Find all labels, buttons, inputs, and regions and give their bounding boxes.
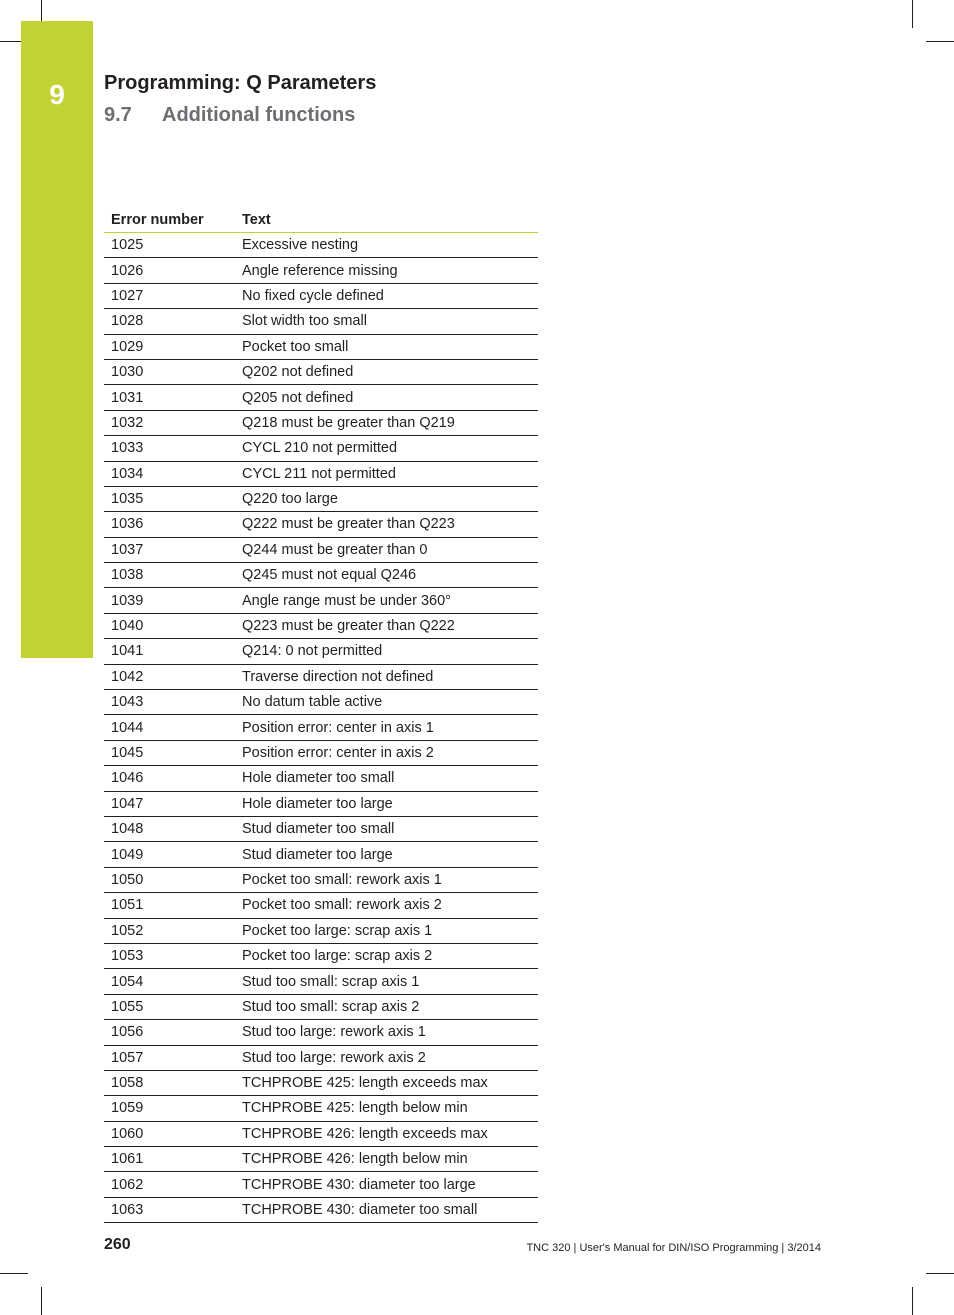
table-row <box>104 588 538 613</box>
error-number-cell: 1036 <box>104 512 235 537</box>
error-number-cell: 1033 <box>104 436 235 461</box>
error-text-cell: Stud too small: scrap axis 2 <box>235 994 538 1019</box>
error-text-cell: Position error: center in axis 1 <box>235 715 538 740</box>
table-header-row <box>104 207 538 233</box>
error-number-cell: 1038 <box>104 563 235 588</box>
error-text-cell: Stud too large: rework axis 2 <box>235 1045 538 1070</box>
chapter-tab <box>21 21 93 658</box>
error-number-cell: 1030 <box>104 359 235 384</box>
section-name: Additional functions <box>162 104 356 126</box>
table-row <box>104 385 538 410</box>
table-row <box>104 791 538 816</box>
error-number-cell: 1028 <box>104 309 235 334</box>
crop-mark <box>41 0 42 21</box>
error-number-cell: 1039 <box>104 588 235 613</box>
error-text-cell: Q220 too large <box>235 486 538 511</box>
footer-text: TNC 320 | User's Manual for DIN/ISO Programming | 3/2014 <box>526 1242 821 1254</box>
error-text-cell: Excessive nesting <box>235 233 538 258</box>
table-row <box>104 1020 538 1045</box>
error-number-cell: 1054 <box>104 969 235 994</box>
error-text-cell: Pocket too small: rework axis 2 <box>235 893 538 918</box>
table-row <box>104 309 538 334</box>
table-row <box>104 1197 538 1222</box>
column-header-error-number: Error number <box>104 207 235 233</box>
crop-mark <box>0 1273 28 1274</box>
table-row <box>104 893 538 918</box>
error-text-cell: Q218 must be greater than Q219 <box>235 410 538 435</box>
error-number-cell: 1059 <box>104 1096 235 1121</box>
error-text-cell: TCHPROBE 426: length below min <box>235 1147 538 1172</box>
error-text-cell: Hole diameter too large <box>235 791 538 816</box>
table-row <box>104 740 538 765</box>
error-text-cell: Stud diameter too small <box>235 816 538 841</box>
error-number-cell: 1056 <box>104 1020 235 1045</box>
error-table <box>104 207 538 1223</box>
table-row <box>104 563 538 588</box>
table-row <box>104 1121 538 1146</box>
table-row <box>104 334 538 359</box>
table-row <box>104 1147 538 1172</box>
crop-mark <box>0 41 21 42</box>
error-number-cell: 1055 <box>104 994 235 1019</box>
table-row <box>104 512 538 537</box>
error-text-cell: Hole diameter too small <box>235 766 538 791</box>
table-row <box>104 690 538 715</box>
error-text-cell: Pocket too small: rework axis 1 <box>235 867 538 892</box>
table-row <box>104 258 538 283</box>
error-number-cell: 1026 <box>104 258 235 283</box>
error-text-cell: No datum table active <box>235 690 538 715</box>
error-number-cell: 1058 <box>104 1070 235 1095</box>
error-number-cell: 1050 <box>104 867 235 892</box>
error-number-cell: 1032 <box>104 410 235 435</box>
crop-mark <box>926 1273 954 1274</box>
error-number-cell: 1034 <box>104 461 235 486</box>
error-number-cell: 1047 <box>104 791 235 816</box>
crop-mark <box>912 0 913 28</box>
error-text-cell: Angle reference missing <box>235 258 538 283</box>
error-text-cell: TCHPROBE 430: diameter too large <box>235 1172 538 1197</box>
error-text-cell: Q223 must be greater than Q222 <box>235 613 538 638</box>
error-text-cell: Q214: 0 not permitted <box>235 639 538 664</box>
error-number-cell: 1042 <box>104 664 235 689</box>
crop-mark <box>41 1287 42 1315</box>
error-number-cell: 1045 <box>104 740 235 765</box>
error-number-cell: 1029 <box>104 334 235 359</box>
error-text-cell: Position error: center in axis 2 <box>235 740 538 765</box>
error-text-cell: CYCL 210 not permitted <box>235 436 538 461</box>
error-number-cell: 1051 <box>104 893 235 918</box>
error-number-cell: 1027 <box>104 283 235 308</box>
error-text-cell: Stud diameter too large <box>235 842 538 867</box>
table-row <box>104 943 538 968</box>
table-body <box>104 233 538 1223</box>
table-row <box>104 715 538 740</box>
table-row <box>104 842 538 867</box>
page-number: 260 <box>104 1236 131 1253</box>
error-text-cell: TCHPROBE 425: length exceeds max <box>235 1070 538 1095</box>
error-number-cell: 1037 <box>104 537 235 562</box>
table-row <box>104 994 538 1019</box>
error-number-cell: 1048 <box>104 816 235 841</box>
error-number-cell: 1049 <box>104 842 235 867</box>
table-row <box>104 359 538 384</box>
error-text-cell: Q205 not defined <box>235 385 538 410</box>
error-text-cell: TCHPROBE 426: length exceeds max <box>235 1121 538 1146</box>
chapter-number: 9 <box>49 79 65 110</box>
error-number-cell: 1041 <box>104 639 235 664</box>
error-text-cell: No fixed cycle defined <box>235 283 538 308</box>
table-row <box>104 969 538 994</box>
error-text-cell: Q245 must not equal Q246 <box>235 563 538 588</box>
error-number-cell: 1031 <box>104 385 235 410</box>
section-number: 9.7 <box>104 104 132 126</box>
error-number-cell: 1061 <box>104 1147 235 1172</box>
error-text-cell: Stud too small: scrap axis 1 <box>235 969 538 994</box>
table-row <box>104 1045 538 1070</box>
error-number-cell: 1044 <box>104 715 235 740</box>
error-text-cell: Pocket too small <box>235 334 538 359</box>
error-number-cell: 1052 <box>104 918 235 943</box>
section-title <box>104 104 355 127</box>
error-number-cell: 1053 <box>104 943 235 968</box>
table-row <box>104 461 538 486</box>
error-number-cell: 1057 <box>104 1045 235 1070</box>
error-text-cell: Angle range must be under 360° <box>235 588 538 613</box>
table-row <box>104 816 538 841</box>
crop-mark <box>912 1287 913 1315</box>
table-row <box>104 664 538 689</box>
error-text-cell: Slot width too small <box>235 309 538 334</box>
error-number-cell: 1035 <box>104 486 235 511</box>
error-number-cell: 1043 <box>104 690 235 715</box>
table-row <box>104 486 538 511</box>
table-row <box>104 233 538 258</box>
error-number-cell: 1062 <box>104 1172 235 1197</box>
table-row <box>104 436 538 461</box>
table-row <box>104 766 538 791</box>
error-text-cell: Pocket too large: scrap axis 1 <box>235 918 538 943</box>
error-text-cell: Q244 must be greater than 0 <box>235 537 538 562</box>
error-number-cell: 1046 <box>104 766 235 791</box>
error-text-cell: Q222 must be greater than Q223 <box>235 512 538 537</box>
error-text-cell: Stud too large: rework axis 1 <box>235 1020 538 1045</box>
error-number-cell: 1040 <box>104 613 235 638</box>
table-row <box>104 1172 538 1197</box>
table-row <box>104 867 538 892</box>
error-text-cell: Q202 not defined <box>235 359 538 384</box>
error-number-cell: 1063 <box>104 1197 235 1222</box>
table-row <box>104 918 538 943</box>
crop-mark <box>926 41 954 42</box>
chapter-title: Programming: Q Parameters <box>104 72 377 94</box>
table-row <box>104 639 538 664</box>
error-text-cell: TCHPROBE 430: diameter too small <box>235 1197 538 1222</box>
error-text-cell: CYCL 211 not permitted <box>235 461 538 486</box>
error-text-cell: Traverse direction not defined <box>235 664 538 689</box>
table-row <box>104 613 538 638</box>
error-number-cell: 1060 <box>104 1121 235 1146</box>
error-text-cell: TCHPROBE 425: length below min <box>235 1096 538 1121</box>
table-row <box>104 1070 538 1095</box>
column-header-text: Text <box>235 207 538 233</box>
table-row <box>104 1096 538 1121</box>
table-row <box>104 537 538 562</box>
table-row <box>104 410 538 435</box>
error-number-cell: 1025 <box>104 233 235 258</box>
error-text-cell: Pocket too large: scrap axis 2 <box>235 943 538 968</box>
table-row <box>104 283 538 308</box>
